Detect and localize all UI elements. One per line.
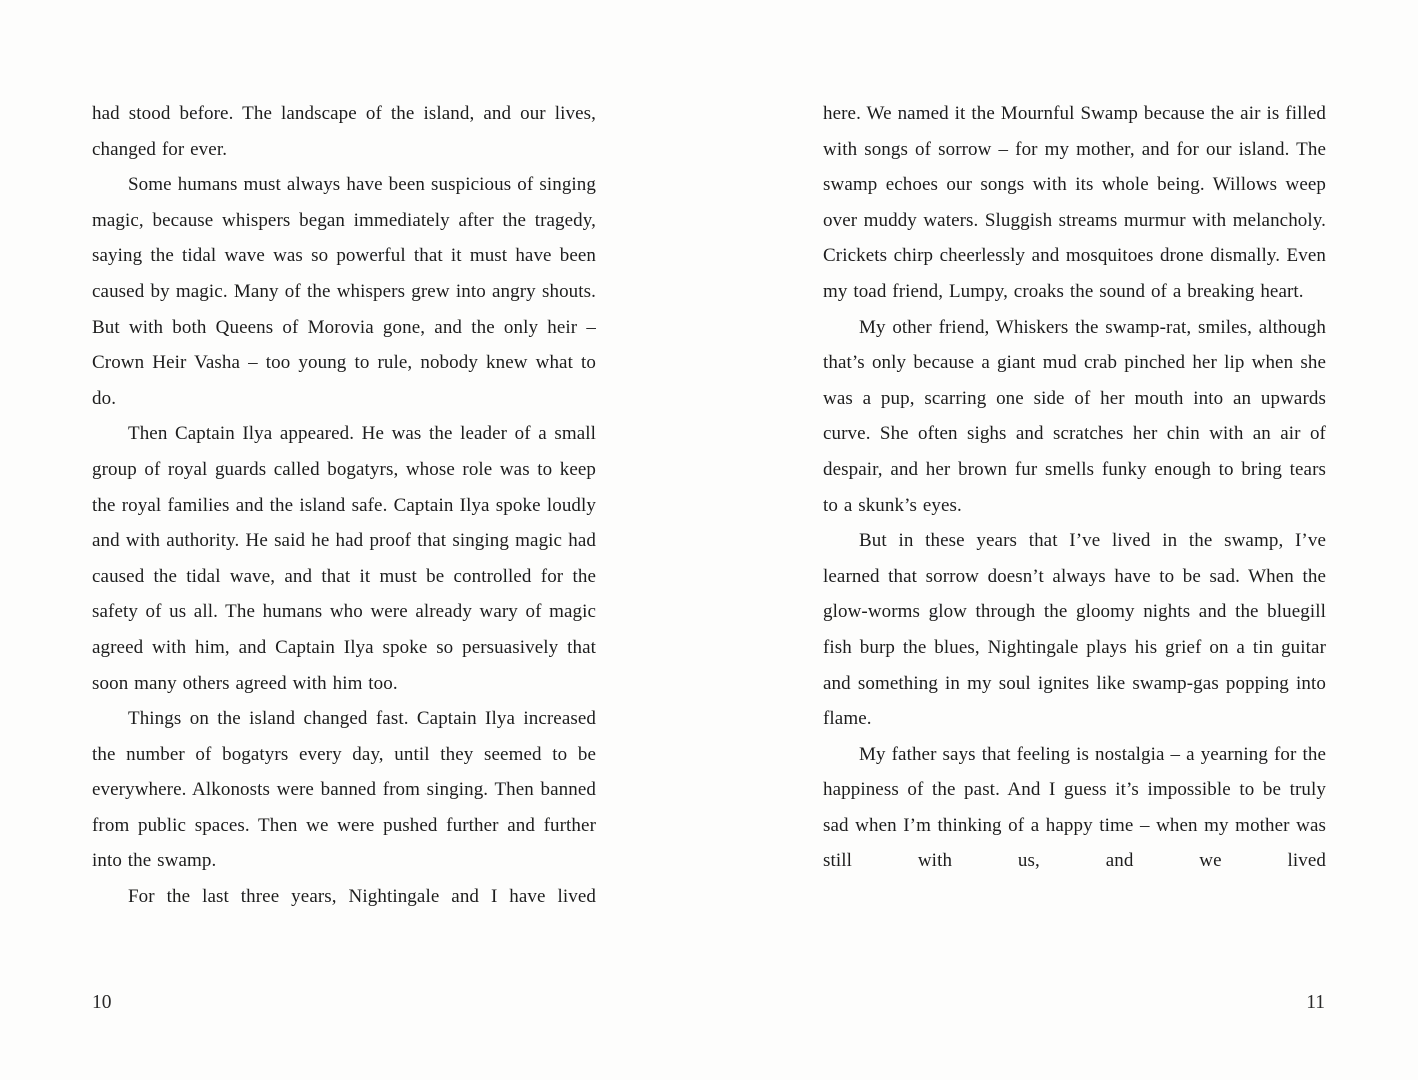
paragraph: had stood before. The landscape of the island, and our lives, changed for ever. — [92, 103, 596, 160]
right-page-text-column — [823, 96, 1326, 879]
paragraph: Some humans must always have been suspicious of singing magic, because whispers began immediately after the tragedy, saying the tidal wave was so powerful that it must have been caused by magic. Many of the whispers grew into angry shouts. But with both Queens of Morovia gone, and the only heir – Crown Heir Vasha – too young to rule, nobody knew what to do. — [92, 174, 596, 409]
page-number-right: 11 — [1306, 992, 1325, 1013]
left-page-text-column — [92, 96, 596, 915]
paragraph: My father says that feeling is nostalgia – a yearning for the happiness of the past. And I guess it’s impossible to be truly sad when I’m thinking of a happy time – when my mother was still with us, and we lived — [823, 743, 1326, 872]
page-number-left: 10 — [92, 992, 112, 1013]
paragraph: Then Captain Ilya appeared. He was the leader of a small group of royal guards called bogatyrs, whose role was to keep the royal families and the island safe. Captain Ilya spoke loudly and with authority. He said he had proof that singing magic had caused the tidal wave, and that it must be controlled for the safety of us all. The humans who were already wary of magic agreed with him, and Captain Ilya spoke so persuasively that soon many others agreed with him too. — [92, 423, 596, 694]
paragraph: For the last three years, Nightingale and I have lived — [128, 886, 596, 908]
paragraph: Things on the island changed fast. Captain Ilya increased the number of bogatyrs every day, until they seemed to be everywhere. Alkonosts were banned from singing. Then banned from public spaces. Then we were pushed further and further into the swamp. — [92, 708, 596, 872]
paragraph: But in these years that I’ve lived in the swamp, I’ve learned that sorrow doesn’t always have to be sad. When the glow-worms glow through the gloomy nights and the bluegill fish burp the blues, Nightingale plays his grief on a tin guitar and something in my soul ignites like swamp-gas popping into flame. — [823, 530, 1326, 730]
paragraph: here. We named it the Mournful Swamp because the air is filled with songs of sorrow – for my mother, and for our island. The swamp echoes our songs with its whole being. Willows weep over muddy waters. Sluggish streams murmur with melancholy. Crickets chirp cheerlessly and mosquitoes drone dismally. Even my toad friend, Lumpy, croaks the sound of a breaking heart. — [823, 103, 1326, 302]
book-page-right — [709, 0, 1418, 1080]
paragraph: My other friend, Whiskers the swamp-rat, smiles, although that’s only because a giant mud crab pinched her lip when she was a pup, scarring one side of her mouth into an upwards curve. She often sighs and scratches her chin with an air of despair, and her brown fur smells funky enough to bring tears to a skunk’s eyes. — [823, 316, 1326, 516]
